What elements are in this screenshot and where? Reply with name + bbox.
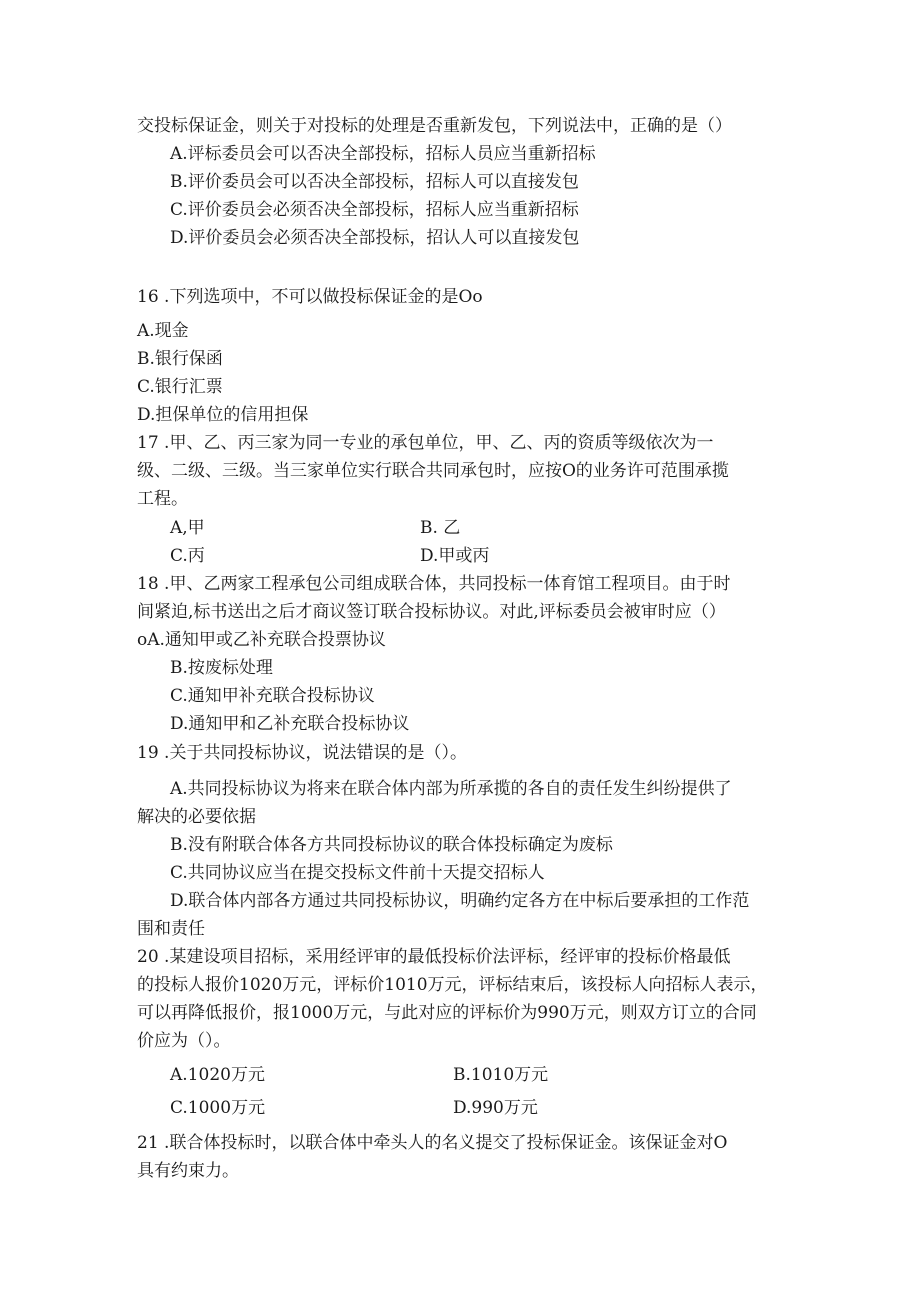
q20-stem-line-4: 价应为（）。 (137, 1031, 231, 1051)
q19-option-a-line-1: A.共同投标协议为将来在联合体内部为所承揽的各自的责任发生纠纷提供了 (170, 779, 732, 799)
q19-option-c: C.共同协议应当在提交投标文件前十天提交招标人 (170, 863, 545, 883)
q16-option-b: B.银行保函 (137, 349, 223, 369)
q20-stem-line-1: 20 .某建设项目招标，采用经评审的最低投标价法评标，经评审的投标价格最低 (137, 947, 731, 967)
q19-option-b: B.没有附联合体各方共同投标协议的联合体投标确定为废标 (170, 835, 613, 855)
q20-option-b: B.1010万元 (453, 1065, 549, 1085)
q20-option-a: A.1020万元 (170, 1065, 265, 1085)
q16-stem: 16 .下列选项中，不可以做投标保证金的是Oo (137, 287, 483, 307)
q20-option-c: C.1000万元 (170, 1098, 266, 1118)
q19-option-d-line-2: 围和责任 (137, 919, 205, 939)
q19-option-a-line-2: 解决的必要依据 (137, 807, 256, 827)
q17-option-a: A,甲 (170, 518, 205, 538)
q16-option-a: A.现金 (137, 321, 189, 341)
q18-option-b: B.按废标处理 (170, 658, 273, 678)
q18-option-d: D.通知甲和乙补充联合投标协议 (170, 714, 410, 734)
q18-stem-line-3: oA.通知甲或乙补充联合投票协议 (137, 630, 386, 650)
q15-option-d: D.评价委员会必须否决全部投标，招认人可以直接发包 (170, 228, 580, 248)
q19-option-d-line-1: D.联合体内部各方通过共同投标协议，明确约定各方在中标后要承担的工作范 (170, 891, 750, 911)
q15-option-a: A.评标委员会可以否决全部投标，招标人员应当重新招标 (170, 144, 596, 164)
q15-stem: 交投标保证金，则关于对投标的处理是否重新发包，下列说法中，正确的是（） (137, 116, 732, 136)
q19-stem: 19 .关于共同投标协议，说法错误的是（）。 (137, 743, 467, 763)
q18-stem-line-1: 18 .甲、乙两家工程承包公司组成联合体，共同投标一体育馆工程项目。由于时 (137, 574, 731, 594)
q20-stem-line-3: 可以再降低报价，报1000万元，与此对应的评标价为990万元，则双方订立的合同 (137, 1003, 757, 1023)
q21-stem-line-1: 21 .联合体投标时，以联合体中牵头人的名义提交了投标保证金。该保证金对O (137, 1133, 728, 1153)
q20-stem-line-2: 的投标人报价1020万元，评标价1010万元，评标结束后，该投标人向招标人表示， (137, 975, 768, 995)
q17-option-d: D.甲或丙 (420, 546, 490, 566)
q17-stem-line-3: 工程。 (137, 489, 188, 509)
q20-option-d: D.990万元 (453, 1098, 538, 1118)
q21-stem-line-2: 具有约束力。 (137, 1161, 239, 1181)
q18-option-c: C.通知甲补充联合投标协议 (170, 686, 375, 706)
q15-option-b: B.评价委员会可以否决全部投标，招标人可以直接发包 (170, 172, 579, 192)
q17-stem-line-2: 级、二级、三级。当三家单位实行联合共同承包时，应按O的业务许可范围承揽 (137, 461, 729, 481)
q15-option-c: C.评价委员会必须否决全部投标，招标人应当重新招标 (170, 200, 579, 220)
q17-option-b: B. 乙 (420, 518, 461, 538)
q18-stem-line-2: 间紧迫,标书送出之后才商议签订联合投标协议。对此,评标委员会被审时应（） (137, 602, 726, 622)
q16-option-c: C.银行汇票 (137, 377, 223, 397)
q17-option-c: C.丙 (170, 546, 205, 566)
q17-stem-line-1: 17 .甲、乙、丙三家为同一专业的承包单位，甲、乙、丙的资质等级依次为一 (137, 433, 714, 453)
q16-option-d: D.担保单位的信用担保 (137, 405, 309, 425)
